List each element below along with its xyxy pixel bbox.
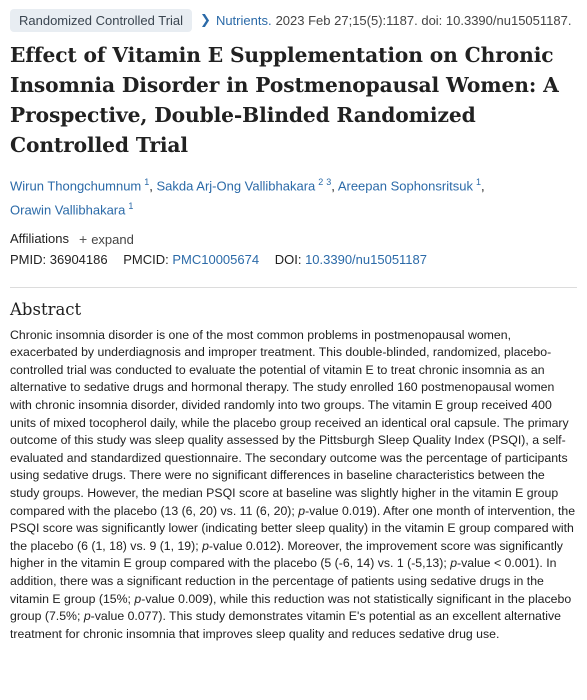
article-title: Effect of Vitamin E Supplementation on Chronic Insomnia Disorder in Postmenopausal Women: A Prospective, Double-Blinded Randomized Controlled Trial bbox=[10, 43, 559, 157]
abstract-part: -value 0.012). Moreover, the improvement score was significantly higher in the vitamin E group compared with the placebo (5 (-6, 14) vs. 1 (-5,13); bbox=[10, 538, 563, 571]
abstract-text bbox=[10, 327, 577, 644]
author-link[interactable]: Areepan Sophonsritsuk bbox=[337, 178, 473, 194]
p-value-italic: p bbox=[450, 556, 458, 571]
plus-icon: + bbox=[79, 230, 88, 247]
author-link[interactable]: Sakda Arj-Ong Vallibhakara bbox=[156, 178, 316, 194]
affiliation-ref[interactable]: 1 bbox=[475, 177, 481, 187]
abstract-part: -value 0.019). After one month of intervention, the PSQI score was significantly lower (indicating better sleep quality) in the vitamin E group compared with the placebo (6 (1, 18) vs. 9 (1, 19); bbox=[10, 503, 576, 553]
p-value-italic: p bbox=[134, 591, 142, 606]
citation-line bbox=[10, 5, 577, 35]
affiliation-ref[interactable]: 2 bbox=[318, 177, 324, 187]
pmcid-link[interactable]: PMC10005674 bbox=[172, 251, 260, 267]
affiliation-ref[interactable]: 3 bbox=[326, 177, 332, 187]
abstract-part: Chronic insomnia disorder is one of the most common problems in postmenopausal women, exacerbated by underdiagnosis and improper treatment. This double-blinded, randomized, placebo-controlled trial was conducted to evaluate the potential of vitamin E to treat chronic insomnia as an alternative to sedative drugs and hormonal therapy. The study enrolled 160 postmenopausal women with chronic insomnia disorder, divided randomly into two groups. The vitamin E group received 400 units of mixed tocopherol daily, while the placebo group received an identical oral capsule. The primary outcome of this study was sleep quality assessed by the Pittsburgh Sleep Quality Index (PSQI), a self-evaluated and standardized questionnaire. The secondary outcome was the percentage of participants using sedative drugs. There were no significant differences in baseline characteristics between the study groups. However, the median PSQI score at baseline was slightly higher in the vitamin E group compared with the placebo (13 (6, 20) vs. 11 (6, 20); bbox=[10, 327, 569, 518]
citation-details: 2023 Feb 27;15(5):1187. doi: 10.3390/nu15051187. bbox=[275, 12, 572, 28]
expand-button[interactable] bbox=[79, 231, 134, 247]
p-value-italic: p bbox=[83, 609, 91, 624]
doi-label: DOI: bbox=[274, 251, 302, 267]
p-value-italic: p bbox=[202, 538, 209, 553]
author-list: Wirun Thongchumnum $^1$, Sakda Arj-Ong Vallibhakara $^2$ $^3$, Areepan Sophonsritsuk $^1$, Orawin Vallibhakara $^1$ bbox=[10, 177, 485, 218]
identifier-line bbox=[10, 252, 577, 267]
pmcid-label: PMCID: bbox=[123, 251, 169, 267]
expand-label: expand bbox=[91, 231, 134, 247]
chevron-right-icon[interactable]: ❯ bbox=[200, 12, 211, 27]
affiliation-ref[interactable]: 1 bbox=[128, 201, 134, 212]
section-divider bbox=[10, 287, 577, 288]
abstract-part: -value < 0.001). In addition, there was a significant reduction in the percentage of patients using sedative drugs in the vitamin E group (15%; bbox=[10, 556, 557, 606]
pmid-value: 36904186 bbox=[49, 251, 108, 267]
abstract-heading: Abstract bbox=[10, 299, 82, 319]
abstract-part: -value 0.009), while this reduction was not statistically significant in the placebo group (7.5%; bbox=[10, 591, 572, 624]
doi-link[interactable]: 10.3390/nu15051187 bbox=[305, 251, 428, 267]
author-link[interactable]: Orawin Vallibhakara bbox=[10, 202, 126, 218]
author-link[interactable]: Wirun Thongchumnum bbox=[10, 178, 142, 194]
journal-link[interactable]: Nutrients. bbox=[215, 12, 272, 28]
p-value-italic: p bbox=[298, 503, 306, 518]
affiliation-ref[interactable]: 1 bbox=[144, 177, 150, 187]
affiliations-label: Affiliations bbox=[10, 231, 70, 247]
affiliations-toggle[interactable] bbox=[10, 231, 577, 247]
pmid-label: PMID: bbox=[10, 251, 47, 267]
abstract-part: -value 0.077). This study demonstrates vitamin E's potential as an excellent alternative treatment for chronic insomnia that improves sleep quality and reduces sedative drug use. bbox=[10, 609, 562, 641]
article-type-badge: Randomized Controlled Trial bbox=[10, 9, 192, 32]
